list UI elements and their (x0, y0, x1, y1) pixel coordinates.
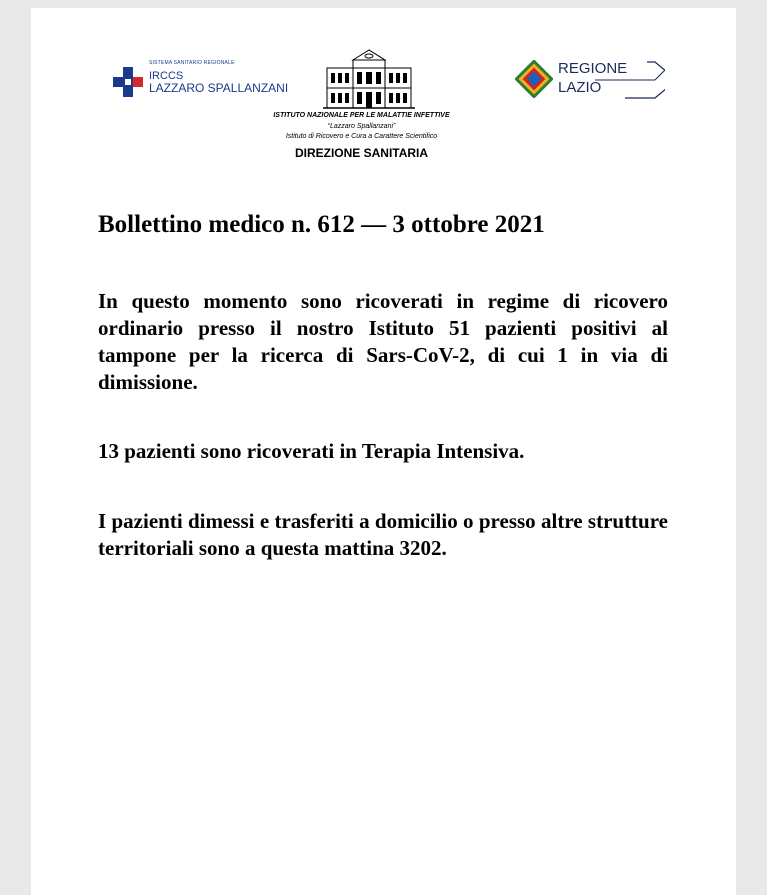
irccs-label: IRCCS (149, 70, 184, 82)
regione-lazio-emblem-icon (515, 60, 553, 98)
bulletin-paragraph-discharged: I pazienti dimessi e trasferiti a domicilio o presso altre strutture territoriali sono a questa mattina 3202. (98, 509, 668, 560)
spallanzani-logo (113, 60, 293, 100)
institute-building-icon (323, 46, 415, 112)
system-label: SISTEMA SANITARIO REGIONALE (149, 60, 235, 66)
letterhead (31, 8, 736, 178)
institute-name: “Lazzaro Spallanzani” (327, 123, 396, 130)
bulletin-paragraph-intensive-care: 13 pazienti sono ricoverati in Terapia Intensiva. (98, 439, 525, 463)
department-title: DIREZIONE SANITARIA (294, 146, 429, 160)
spallanzani-name: LAZZARO SPALLANZANI (149, 81, 289, 95)
document-page (31, 8, 736, 895)
institute-title: ISTITUTO NAZIONALE PER LE MALATTIE INFETTIVE (273, 112, 450, 119)
regione-label: REGIONE (558, 60, 628, 77)
institute-type: Istituto di Ricovero e Cura a Carattere Scientifico (285, 133, 438, 140)
bulletin-paragraph-admissions: In questo momento sono ricoverati in regime di ricovero ordinario presso il nostro Istituto 51 pazienti positivi al tampone per la ricerca di Sars-CoV-2, di cui 1 in via di dimissione. (98, 289, 668, 394)
regione-lazio-logo (515, 58, 665, 102)
medical-cross-icon (113, 67, 143, 97)
lazio-label: LAZIO (558, 79, 602, 96)
bulletin-title: Bollettino medico n. 612 — 3 ottobre 2021 (98, 211, 545, 238)
